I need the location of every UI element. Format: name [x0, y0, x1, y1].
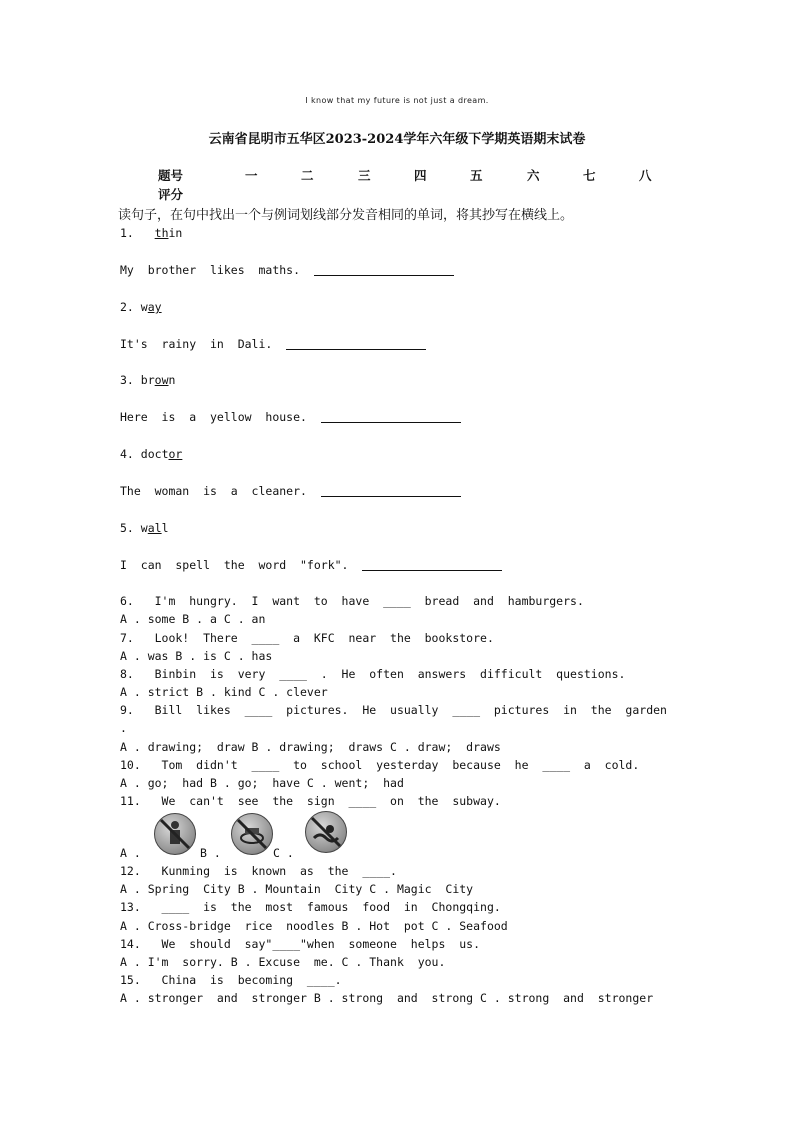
no-swimming-icon: [305, 811, 347, 853]
question-14-options: A . I'm sorry. B . Excuse me. C . Thank you.: [120, 955, 446, 969]
question-1-word: 1. thin: [120, 226, 183, 240]
option-b-label: B .: [200, 846, 221, 860]
question-12: 12. Kunming is known as the ____.: [120, 864, 397, 878]
score-row-number: [158, 166, 678, 185]
score-col-1: 一: [245, 168, 258, 183]
question-4-sentence: The woman is a cleaner.: [120, 483, 461, 499]
score-col-8: 八: [639, 168, 652, 183]
question-9: 9. Bill likes ____ pictures. He usually ____ pictures in the garden: [120, 703, 667, 717]
question-3-sentence: Here is a yellow house.: [120, 409, 461, 425]
score-row-label: 题号: [158, 168, 184, 183]
question-4-word: 4. doctor: [120, 447, 183, 461]
score-col-4: 四: [414, 168, 427, 183]
question-8: 8. Binbin is very ____ . He often answers difficult questions.: [120, 667, 626, 681]
no-eating-icon: [231, 813, 273, 855]
answer-blank[interactable]: [286, 337, 426, 350]
question-11: 11. We can't see the sign ____ on the subway.: [120, 794, 501, 808]
question-1-sentence: My brother likes maths.: [120, 262, 454, 278]
option-c-label: C .: [273, 846, 294, 860]
score-col-7: 七: [583, 168, 596, 183]
answer-blank[interactable]: [321, 484, 461, 497]
question-2-word: 2. way: [120, 300, 162, 314]
question-6-options: A . some B . a C . an: [120, 612, 266, 626]
motto: I know that my future is not just a dream.: [305, 96, 489, 105]
question-5-word: 5. wall: [120, 521, 169, 535]
question-13: 13. ____ is the most famous food in Chongqing.: [120, 900, 501, 914]
score-row-score: [158, 185, 678, 204]
question-9-cont: .: [120, 721, 127, 735]
question-12-options: A . Spring City B . Mountain City C . Magic City: [120, 882, 474, 896]
score-table: [158, 166, 678, 204]
question-15: 15. China is becoming ____.: [120, 973, 342, 987]
question-2-sentence: It's rainy in Dali.: [120, 336, 426, 352]
question-8-options: A . strict B . kind C . clever: [120, 685, 328, 699]
question-9-options: A . drawing; draw B . drawing; draws C . draw; draws: [120, 740, 501, 754]
answer-blank[interactable]: [362, 558, 502, 571]
instruction: 读句子，在句中找出一个与例词划线部分发音相同的单词，将其抄写在横线上。: [118, 208, 574, 223]
score-row-label: 评分: [158, 187, 184, 202]
page-title: 云南省昆明市五华区2023-2024学年六年级下学期英语期末试卷: [208, 132, 586, 147]
score-col-3: 三: [358, 168, 371, 183]
score-col-6: 六: [527, 168, 540, 183]
question-10: 10. Tom didn't ____ to school yesterday because he ____ a cold.: [120, 758, 640, 772]
answer-blank[interactable]: [321, 410, 461, 423]
question-7-options: A . was B . is C . has: [120, 649, 273, 663]
answer-blank[interactable]: [314, 263, 454, 276]
question-5-sentence: I can spell the word "fork".: [120, 557, 502, 573]
option-a-label: A .: [120, 846, 141, 860]
no-littering-icon: [154, 813, 196, 855]
question-14: 14. We should say"____"when someone helps us.: [120, 937, 481, 951]
question-3-word: 3. brown: [120, 373, 176, 387]
question-6: 6. I'm hungry. I want to have ____ bread and hamburgers.: [120, 594, 584, 608]
score-col-5: 五: [470, 168, 483, 183]
question-13-options: A . Cross-bridge rice noodles B . Hot pot C . Seafood: [120, 919, 508, 933]
question-15-options: A . stronger and stronger B . strong and strong C . strong and stronger: [120, 991, 654, 1005]
question-7: 7. Look! There ____ a KFC near the bookstore.: [120, 631, 494, 645]
question-10-options: A . go; had B . go; have C . went; had: [120, 776, 404, 790]
score-col-2: 二: [301, 168, 314, 183]
